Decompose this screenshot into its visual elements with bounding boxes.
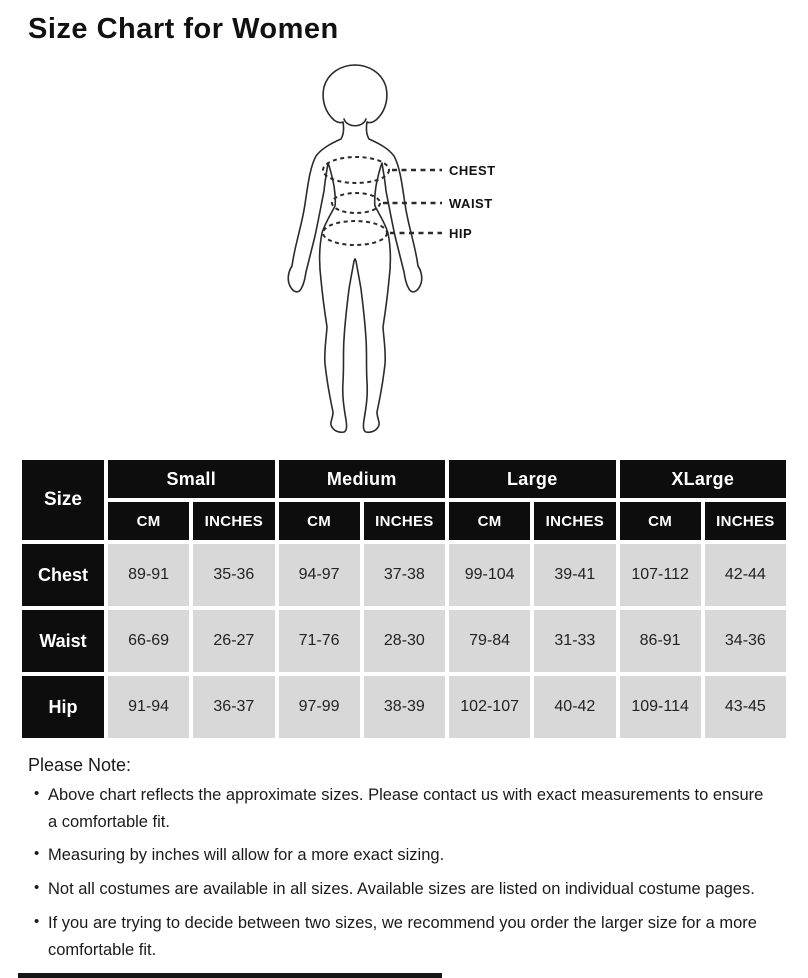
unit-header-inches: INCHES (705, 502, 786, 540)
chin-line (344, 119, 366, 126)
cell-value: 43-45 (705, 676, 786, 738)
notes-heading: Please Note: (28, 755, 132, 775)
bottom-divider-bar (18, 973, 442, 978)
cell-value: 66-69 (108, 610, 189, 672)
chest-label: CHEST (449, 163, 496, 178)
row-label-chest: Chest (22, 544, 104, 606)
cell-value: 37-38 (364, 544, 445, 606)
cell-value: 86-91 (620, 610, 701, 672)
waist-label: WAIST (449, 196, 493, 211)
unit-header-inches: INCHES (364, 502, 445, 540)
waist-measure-ellipse (332, 193, 380, 213)
hip-measure-ellipse (323, 221, 387, 245)
notes-list (28, 782, 768, 963)
table-row-hip (22, 676, 786, 738)
cell-value: 31-33 (534, 610, 615, 672)
measurement-diagram (0, 56, 808, 456)
unit-header-cm: CM (449, 502, 530, 540)
cell-value: 109-114 (620, 676, 701, 738)
size-chart-table (18, 456, 790, 742)
size-group-header-row (22, 460, 786, 498)
row-label-hip: Hip (22, 676, 104, 738)
hip-label: HIP (449, 226, 473, 241)
note-item (28, 782, 768, 835)
note-item (28, 876, 768, 903)
body-silhouette-figure (270, 56, 570, 450)
cell-value: 91-94 (108, 676, 189, 738)
note-item (28, 842, 768, 869)
group-header-small: Small (108, 460, 275, 498)
unit-header-row (22, 502, 786, 540)
unit-header-cm: CM (279, 502, 360, 540)
cell-value: 36-37 (193, 676, 274, 738)
note-text: If you are trying to decide between two sizes, we recommend you order the larger size for a more comfortable fit. (48, 913, 757, 959)
cell-value: 26-27 (193, 610, 274, 672)
cell-value: 97-99 (279, 676, 360, 738)
unit-header-cm: CM (620, 502, 701, 540)
cell-value: 102-107 (449, 676, 530, 738)
unit-header-inches: INCHES (534, 502, 615, 540)
note-item (28, 910, 768, 963)
note-text: Measuring by inches will allow for a more exact sizing. (48, 846, 445, 865)
cell-value: 42-44 (705, 544, 786, 606)
bullet-icon: • (34, 879, 40, 897)
note-text: Above chart reflects the approximate sizes. Please contact us with exact measurements to ensure a comfortable fit. (48, 786, 764, 831)
row-label-waist: Waist (22, 610, 104, 672)
notes-section (28, 755, 768, 963)
cell-value: 71-76 (279, 610, 360, 672)
table-row-chest (22, 544, 786, 606)
page-title: Size Chart for Women (28, 13, 339, 45)
cell-value: 89-91 (108, 544, 189, 606)
bullet-icon: • (34, 845, 40, 863)
cell-value: 40-42 (534, 676, 615, 738)
bullet-icon: • (34, 785, 40, 802)
group-header-large: Large (449, 460, 616, 498)
table-row-waist (22, 610, 786, 672)
size-corner-header: Size (22, 460, 104, 540)
unit-header-cm: CM (108, 502, 189, 540)
cell-value: 94-97 (279, 544, 360, 606)
cell-value: 34-36 (705, 610, 786, 672)
bullet-icon: • (34, 912, 40, 930)
group-header-medium: Medium (279, 460, 446, 498)
cell-value: 35-36 (193, 544, 274, 606)
cell-value: 38-39 (364, 676, 445, 738)
cell-value: 107-112 (620, 544, 701, 606)
unit-header-inches: INCHES (193, 502, 274, 540)
note-text: Not all costumes are available in all sizes. Available sizes are listed on individual costume pages. (48, 880, 755, 899)
group-header-xlarge: XLarge (620, 460, 787, 498)
cell-value: 39-41 (534, 544, 615, 606)
cell-value: 99-104 (449, 544, 530, 606)
cell-value: 28-30 (364, 610, 445, 672)
cell-value: 79-84 (449, 610, 530, 672)
